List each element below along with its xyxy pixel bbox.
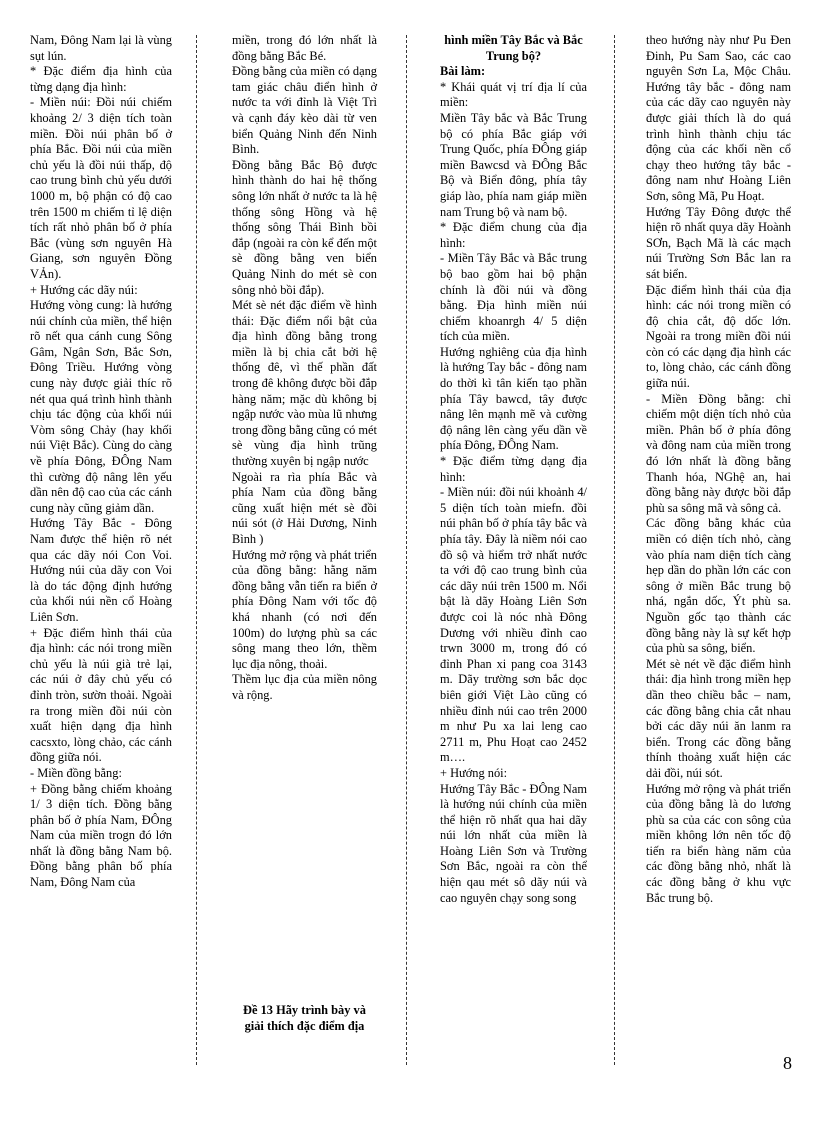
paragraph: Mét sè nét về đặc điểm hình thái: địa hình trong miền hẹp dần theo chiều bắc – nam, các đồng bằng chia cắt nhau bởi các dãy núi ăn lanm ra biển. Trong các đồng bằng thính thoảng xuất hiện các dải đồi, núi sót. — [646, 656, 791, 780]
paragraph: - Miền Đồng bằng: chỉ chiếm một diện tích nhỏ của miền. Phân bố ở phía đông và đông nam của miền trong đó lớn nhất là đồng bằng Thanh hóa, NGhệ an, hai đồng bằng này được bồi đắp phù sa sông mã và sông cả. — [646, 391, 791, 515]
page-number: 8 — [783, 1053, 792, 1073]
paragraph: Hướng Tây Bắc - ĐÔng Nam là hướng núi chính của miền thể hiện rõ nhất qua hai dãy núi lớn nhất của miền là Hoàng Liên Sơn và Trường Sơn Bắc, ngoài ra còn thể hiện qau mét sô dãy núi và cao nguyên chạy song song — [440, 781, 587, 905]
text-column-4 — [646, 33, 791, 906]
text-column-1 — [30, 33, 172, 891]
paragraph: Ngoài ra rìa phía Bắc và phía Nam của đồng bằng cũng xuất hiện mét sè đồi núi sót (ở Hải Dương, Ninh Bình ) — [232, 469, 377, 546]
paragraph: Hướng mở rộng và phát triển của đồng bằng là do lương phù sa của các con sông của miền không lớn nên tốc độ tiến ra biển hàng năm của các đồng bằng nhỏ, nhất là các đồng bằng ở khu vực Bắc trung bộ. — [646, 781, 791, 905]
paragraph: - Miền núi: đồi núi khoảnh 4/ 5 diện tích toàn miefn. đồi núi phân bố ở phía tây bắc và phía tây. Đây là niềm nói cao đồ sộ và hiểm trở nhất nước ta với độ cao trung bình của các dãy núi trên 1500 m. Nổi bật là dãy Hoàng Liên Sơn được coi là nóc nhà Đông Dương với nhiều đỉnh cao trwn 3000 m, trong đó có đỉnh Phan xi pang coa 3143 m. Dãy trường sơn bắc dọc biên giới Việt Lào cũng có nhiều đỉnh núi cao trên 2000 m như Pu xa lai leng cao 2711 m, Phu Hoạt cao 2452 m…. — [440, 485, 587, 765]
paragraph: Các đồng bằng khác của miền có diện tích nhỏ, càng vào phía nam diện tích càng hẹp dần do phần lớn các con sông ở miền Bắc trung bộ nhá, ngắn dốc, Ýt phù sa. Nguồn gốc tạo thành các đồng bằng này là sự kết hợp của phù sa sông, biển. — [646, 516, 791, 656]
paragraph: + Hướng nói: — [440, 765, 508, 780]
paragraph: * Đặc điểm từng dạng địa hình: — [440, 454, 587, 484]
paragraph: - Miền đồng bằng: — [30, 765, 122, 780]
paragraph: Đồng bằng của miền có dạng tam giác châu điển hình ở nước ta với đỉnh là Việt Trì và cạnh đáy kèo dài từ ven biển Quảng Ninh đến Ninh Bình. — [232, 64, 377, 157]
paragraph: + Đồng bằng chiếm khoảng 1/ 3 diện tích. Đồng bằng phân bố ở phía Nam, ĐÔng Nam của miền trogn đó lớn nhất là đồng bằng Nam bộ. Đồng bằng phân bố phía Nam, Đông Nam của — [30, 781, 172, 890]
paragraph: Hướng Tây Đông được thể hiện rõ nhất quya dãy Hoành SƠn, Bạch Mã là các mạch núi Trường Sơn Bắc lan ra sát biển. — [646, 204, 791, 281]
paragraph: * Khái quát vị trí địa lí của miền: — [440, 79, 587, 110]
paragraph: Mét sè nét đặc điểm về hình thái: Đặc điểm nổi bật của địa hình đồng bằng trong miền là bị chia cắt bởi hệ thống đê, vì thế phần đất trong đê không được bồi đắp hàng năm; mặc dù không bị ngập nước vào mùa lũ nhưng trong đồng bằng cũng có mét sè vùng địa hình trũng thường xuyên bị ngập nước — [232, 298, 377, 469]
paragraph: Hướng mở rộng và phát triển của đồng bằng: hằng năm đồng bằng vẫn tiến ra biển ở phía Đông Nam với tốc độ khá nhanh (có nơi đến 100m) do lượng phù sa các sông mang theo lớn, thềm lục địa nông, thoải. — [232, 547, 377, 671]
paragraph: theo hướng này như Pu Đen Đinh, Pu Sam Sao, các cao nguyên Sơn La, Mộc Châu. Hướng tây bắc - đông nam của các dãy cao nguyên này được giải thích là do quá trình hình thành chịu tác động của các khối nền cổ chạy theo hướng tây bắc - đông nam như Hoàng Liên Sơn, sông Mã, Pu Hoạt. — [646, 33, 791, 203]
paragraph: Hướng nghiêng của địa hình là hướng Tay bắc - đông nam do thời kì tân kiến tạo phần phía Tây bawcd, tây được nâng lên mạnh mẽ và cường độ nâng lên càng yếu dần về phía Đông, ĐÔng Nam. — [440, 344, 587, 453]
answer-label: Bài làm: — [440, 64, 486, 79]
paragraph: Đồng bằng Bắc Bộ được hình thành do hai hệ thống sông lớn nhất ở nước ta là hệ thống sông Hồng và hệ thống sông Thái Bình bồi đắp (ngoài ra còn kể đến một sè đồng bằng ven biển Quảng Ninh do mét sè con sông nhỏ bồi đắp). — [232, 157, 377, 297]
column-divider — [614, 35, 615, 1065]
paragraph: + Đặc điểm hình thái của địa hình: các nói trong miền chủ yếu là núi già trẻ lại, các núi ở đây chủ yếu có đỉnh tròn, sườn thoải. Ngoài ra trong miền đồi núi còn xuất hiện dạng địa hình cacsxto, lòng chảo, các cánh đồng giữa nói. — [30, 625, 172, 765]
paragraph: Nam, Đông Nam lại là vùng sụt lún. — [30, 33, 172, 63]
question-heading: Đề 13 Hãy trình bày và giải thích đặc điểm địa — [243, 1003, 366, 1033]
paragraph: Hướng vòng cung: là hướng núi chính của miền, thể hiện rõ nết qua cánh cung Sông Gâm, Ngân Sơn, Bắc Sơn, Đông Triều. Hướng vòng cung này được giải thíc rõ nét qua quá trình hình thành chịu tác động của khối núi Vòm sông Chảy (hay khối núi Việt Bắc). Cùng do càng về phía Đông, ĐÔng Nam thì cường độ nâng lên yếu dần nên độ cao của các cánh cung này cũng giảm dần. — [30, 298, 172, 515]
paragraph: + Hướng các dãy núi: — [30, 282, 138, 297]
paragraph: * Đặc điểm chung của địa hình: — [440, 220, 587, 250]
paragraph: Đặc điểm hình thái của địa hình: các nói trong miền có độ chia cắt, độ dốc lớn. Ngoài ra trong miền đồi núi còn có các dạng địa hình các to, lòng chảo, các cánh đồng giữa núi. — [646, 282, 791, 391]
paragraph: Hướng Tây Bắc - Đông Nam được thể hiện rõ nét qua các dãy nói Con Voi. Hướng núi của dãy con Voi là do tác động định hướng của khối núi nền cổ Hoàng Liên Sơn. — [30, 516, 172, 624]
paragraph: miền, trong đó lớn nhất là đồng bằng Bắc Bé. — [232, 33, 377, 63]
paragraph: * Đặc điểm địa hình của từng dạng địa hình: — [30, 64, 172, 94]
paragraph: - Miền Tây Bắc và Bắc trung bộ bao gồm hai bộ phận chính là đồi núi và đồng bằng. Địa hình miền núi chiếm khoanrgh 4/ 5 diện tích của miền. — [440, 251, 587, 344]
column-divider — [406, 35, 407, 1065]
paragraph: Miền Tây bắc và Bắc Trung bộ có phía Bắc giáp với Trung Quốc, phía ĐÔng giáp miền Bawcsd và ĐÔng Bắc Bộ và Biển đông, phía tây giáp lào, phía nam giáp miền nam Trung bộ và nam bộ. — [440, 110, 587, 219]
text-column-2 — [232, 33, 377, 704]
paragraph: - Miền núi: Đồi núi chiếm khoảng 2/ 3 diện tích toàn miền. Đồi núi phân bố ở phía Bắc. Đồi núi của miền chủ yếu là đồi núi thấp, độ cao trung bình chủ yếu dưới 1000 m, bộ phận có độ cao trên 1500 m chiếm tỉ lệ diện tích rất nhỏ phân bố ở phía Bắc (vùng sơn nguyên Hà Giang, sơn nguyên Đồng VẢn). — [30, 95, 172, 281]
paragraph: Thềm lục địa của miền nông và rộng. — [232, 672, 377, 702]
column-divider — [196, 35, 197, 1065]
text-column-3 — [440, 33, 587, 906]
question-heading-continued: hình miền Tây Bắc và Bắc Trung bộ? — [444, 33, 583, 63]
